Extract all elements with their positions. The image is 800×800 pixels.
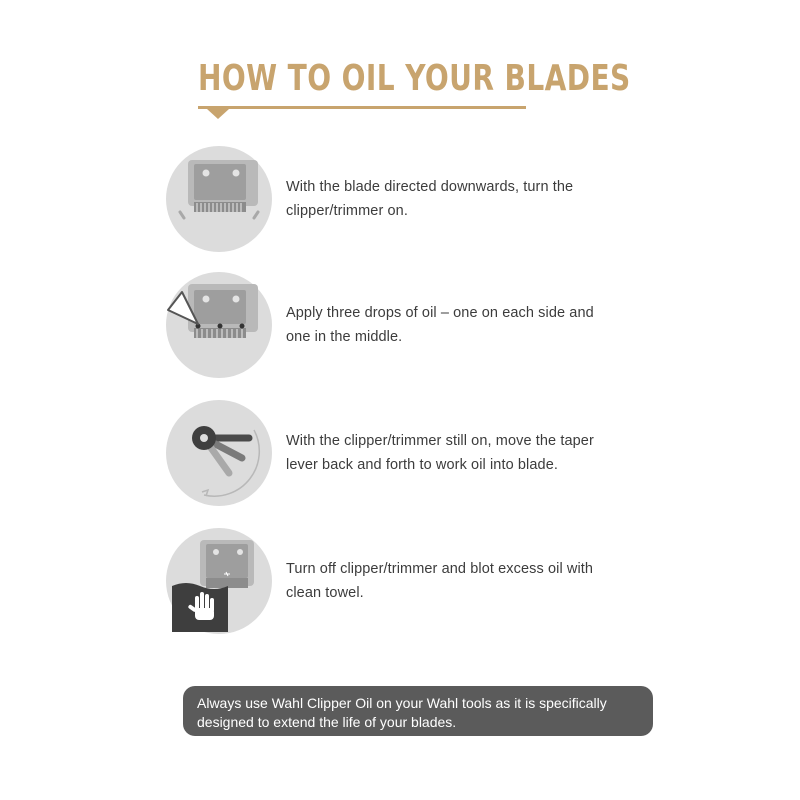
taper-lever-icon [166,400,272,506]
clipper-blade-icon [166,146,272,252]
page-title: HOW TO OIL YOUR BLADES [198,58,631,99]
step-1 [166,146,636,252]
footer-note: Always use Wahl Clipper Oil on your Wahl tools as it is specifically designed to extend the life of your blades. [183,686,653,736]
title-pointer [207,109,229,119]
step-4-text: Turn off clipper/trimmer and blot excess oil with clean towel. [286,561,594,601]
towel-hand-icon [166,528,272,634]
step-1-text: With the blade directed downwards, turn the clipper/trimmer on. [286,179,574,219]
oil-drops-icon [166,272,272,378]
step-4 [166,528,636,634]
step-3-text: With the clipper/trimmer still on, move the taper lever back and forth to work oil into blade. [286,433,594,473]
step-2-text: Apply three drops of oil – one on each side and one in the middle. [286,305,594,345]
step-3 [166,400,636,506]
title-underline [198,106,526,109]
step-2 [166,272,636,378]
